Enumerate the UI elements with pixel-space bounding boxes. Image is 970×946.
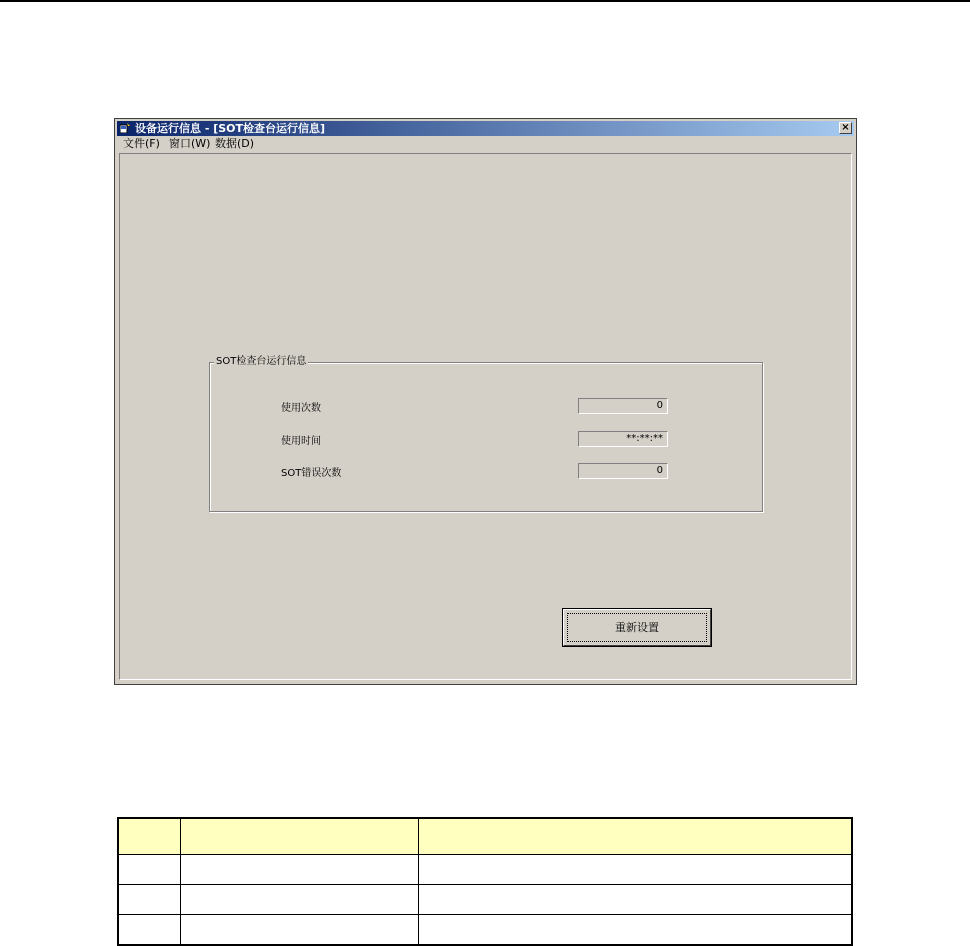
app-window xyxy=(114,118,857,685)
table-cell xyxy=(118,855,180,885)
table-cell xyxy=(118,885,180,915)
table-row xyxy=(118,915,852,946)
menu-file[interactable]: 文件(F) xyxy=(123,137,160,150)
app-icon xyxy=(120,123,131,133)
table-cell xyxy=(180,885,418,915)
window-title: 设备运行信息 - [SOT检查台运行信息] xyxy=(135,122,326,135)
table-cell xyxy=(118,915,180,946)
sot-info-group xyxy=(209,356,763,512)
title-bar[interactable] xyxy=(117,121,854,136)
close-button[interactable]: × xyxy=(839,122,852,134)
reset-button-label: 重新设置 xyxy=(615,621,659,634)
table-row xyxy=(118,855,852,885)
table-header-cell xyxy=(118,818,180,855)
table-cell xyxy=(418,885,852,915)
table-header-cell xyxy=(180,818,418,855)
group-title: SOT检查台运行信息 xyxy=(216,356,307,367)
menu-bar xyxy=(117,137,854,151)
table-cell xyxy=(180,855,418,885)
blank-table xyxy=(117,817,853,946)
usage-count-label: 使用次数 xyxy=(281,403,321,414)
table-header-row xyxy=(118,818,852,855)
focus-rect xyxy=(567,613,707,642)
sot-error-count-field: 0 xyxy=(578,463,668,479)
table-cell xyxy=(418,915,852,946)
client-area xyxy=(119,153,852,680)
table-cell xyxy=(418,855,852,885)
usage-time-label: 使用时间 xyxy=(281,436,321,447)
menu-data[interactable]: 数据(D) xyxy=(215,137,255,150)
table-row xyxy=(118,885,852,915)
table-cell xyxy=(180,915,418,946)
usage-count-field: 0 xyxy=(578,398,668,414)
reset-button[interactable] xyxy=(563,609,711,646)
menu-window[interactable]: 窗口(W) xyxy=(169,137,211,150)
sot-error-count-label: SOT错误次数 xyxy=(281,468,342,479)
page-top-rule xyxy=(0,0,970,2)
table-header-cell xyxy=(418,818,852,855)
usage-time-field: **:**:** xyxy=(578,431,668,447)
